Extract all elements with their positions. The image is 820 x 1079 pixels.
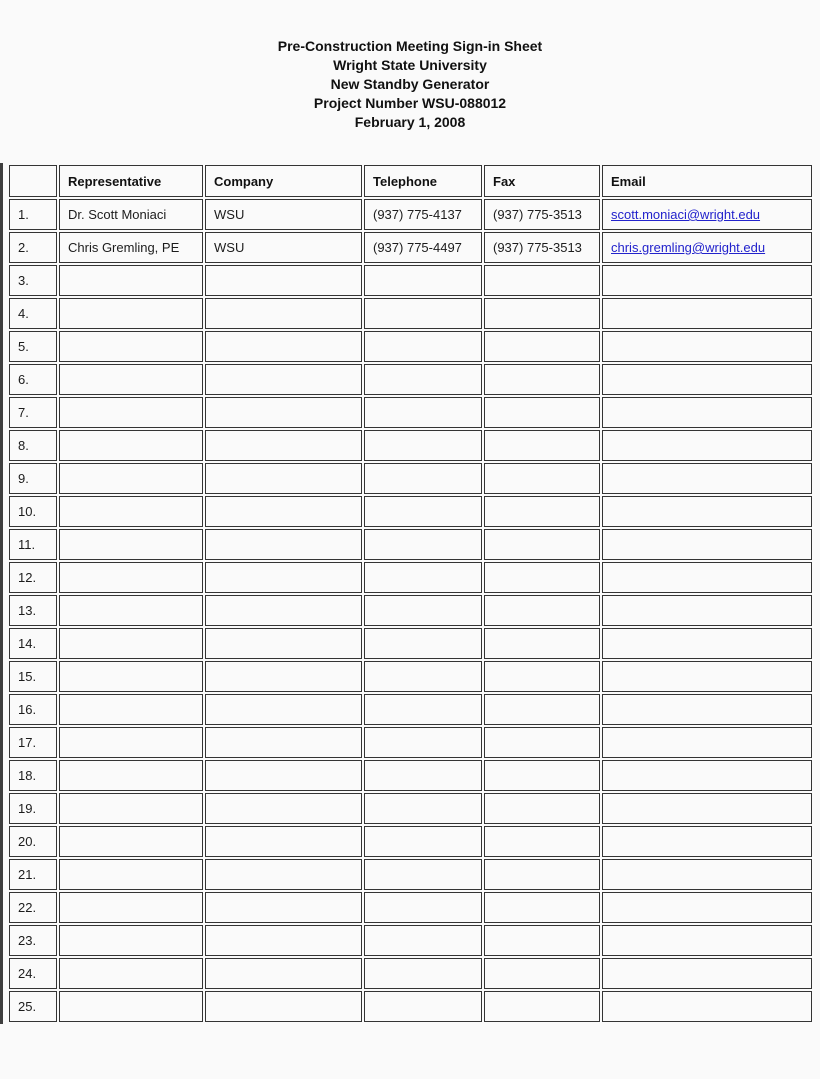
company-cell bbox=[205, 298, 362, 329]
email-cell bbox=[602, 694, 812, 725]
table-row bbox=[9, 463, 812, 494]
representative-cell bbox=[59, 661, 203, 692]
company-cell bbox=[205, 331, 362, 362]
email-cell bbox=[602, 397, 812, 428]
company-cell bbox=[205, 760, 362, 791]
company-cell bbox=[205, 265, 362, 296]
row-number-cell: 19. bbox=[9, 793, 57, 824]
row-number-cell: 4. bbox=[9, 298, 57, 329]
telephone-cell bbox=[364, 595, 482, 626]
email-cell bbox=[602, 331, 812, 362]
telephone-cell bbox=[364, 892, 482, 923]
company-cell: WSU bbox=[205, 199, 362, 230]
table-row bbox=[9, 562, 812, 593]
fax-cell bbox=[484, 628, 600, 659]
email-cell bbox=[602, 925, 812, 956]
email-cell bbox=[602, 661, 812, 692]
email-cell bbox=[602, 727, 812, 758]
representative-cell bbox=[59, 397, 203, 428]
company-cell bbox=[205, 364, 362, 395]
representative-cell bbox=[59, 331, 203, 362]
company-cell bbox=[205, 397, 362, 428]
row-number-cell: 10. bbox=[9, 496, 57, 527]
representative-cell bbox=[59, 364, 203, 395]
company-cell bbox=[205, 958, 362, 989]
fax-cell bbox=[484, 265, 600, 296]
fax-cell bbox=[484, 430, 600, 461]
representative-cell bbox=[59, 265, 203, 296]
row-number-cell: 12. bbox=[9, 562, 57, 593]
table-row bbox=[9, 925, 812, 956]
table-row bbox=[9, 991, 812, 1022]
representative-cell: Dr. Scott Moniaci bbox=[59, 199, 203, 230]
company-cell bbox=[205, 628, 362, 659]
row-number-cell: 16. bbox=[9, 694, 57, 725]
table-row bbox=[9, 529, 812, 560]
representative-cell bbox=[59, 826, 203, 857]
fax-cell: (937) 775-3513 bbox=[484, 232, 600, 263]
email-cell bbox=[602, 496, 812, 527]
fax-cell bbox=[484, 661, 600, 692]
column-header-fax: Fax bbox=[484, 165, 600, 197]
title-line-organization: Wright State University bbox=[333, 57, 487, 73]
telephone-cell bbox=[364, 562, 482, 593]
representative-cell bbox=[59, 892, 203, 923]
company-cell bbox=[205, 793, 362, 824]
email-cell bbox=[602, 760, 812, 791]
representative-cell bbox=[59, 628, 203, 659]
email-cell bbox=[602, 958, 812, 989]
row-number-cell: 24. bbox=[9, 958, 57, 989]
company-cell: WSU bbox=[205, 232, 362, 263]
fax-cell bbox=[484, 595, 600, 626]
telephone-cell: (937) 775-4137 bbox=[364, 199, 482, 230]
representative-cell bbox=[59, 727, 203, 758]
email-link[interactable]: chris.gremling@wright.edu bbox=[611, 240, 766, 255]
representative-cell bbox=[59, 793, 203, 824]
row-number-cell: 11. bbox=[9, 529, 57, 560]
company-cell bbox=[205, 859, 362, 890]
telephone-cell bbox=[364, 859, 482, 890]
table-row bbox=[9, 661, 812, 692]
title-line-project-number: Project Number WSU-088012 bbox=[313, 95, 507, 111]
fax-cell bbox=[484, 364, 600, 395]
fax-cell bbox=[484, 463, 600, 494]
company-cell bbox=[205, 430, 362, 461]
telephone-cell bbox=[364, 694, 482, 725]
representative-cell bbox=[59, 529, 203, 560]
fax-cell bbox=[484, 298, 600, 329]
row-number-cell: 14. bbox=[9, 628, 57, 659]
fax-cell bbox=[484, 958, 600, 989]
row-number-cell: 7. bbox=[9, 397, 57, 428]
company-cell bbox=[205, 694, 362, 725]
company-cell bbox=[205, 529, 362, 560]
fax-cell bbox=[484, 760, 600, 791]
fax-cell bbox=[484, 859, 600, 890]
email-cell bbox=[602, 364, 812, 395]
telephone-cell bbox=[364, 925, 482, 956]
email-cell bbox=[602, 430, 812, 461]
column-header-number bbox=[9, 165, 57, 197]
table-row bbox=[9, 760, 812, 791]
telephone-cell bbox=[364, 265, 482, 296]
fax-cell bbox=[484, 925, 600, 956]
row-number-cell: 18. bbox=[9, 760, 57, 791]
email-cell bbox=[602, 892, 812, 923]
representative-cell bbox=[59, 760, 203, 791]
telephone-cell bbox=[364, 298, 482, 329]
email-cell bbox=[602, 232, 812, 263]
fax-cell bbox=[484, 727, 600, 758]
title-line-date: February 1, 2008 bbox=[354, 114, 466, 130]
fax-cell bbox=[484, 694, 600, 725]
telephone-cell bbox=[364, 430, 482, 461]
row-number-cell: 20. bbox=[9, 826, 57, 857]
row-number-cell: 2. bbox=[9, 232, 57, 263]
representative-cell bbox=[59, 991, 203, 1022]
company-cell bbox=[205, 661, 362, 692]
row-number-cell: 22. bbox=[9, 892, 57, 923]
table-row bbox=[9, 859, 812, 890]
telephone-cell bbox=[364, 793, 482, 824]
column-header-representative: Representative bbox=[59, 165, 203, 197]
email-cell bbox=[602, 463, 812, 494]
table-row bbox=[9, 265, 812, 296]
email-cell bbox=[602, 991, 812, 1022]
table-row bbox=[9, 826, 812, 857]
email-cell bbox=[602, 859, 812, 890]
column-header-company: Company bbox=[205, 165, 362, 197]
email-cell bbox=[602, 298, 812, 329]
row-number-cell: 5. bbox=[9, 331, 57, 362]
table-row bbox=[9, 298, 812, 329]
fax-cell bbox=[484, 991, 600, 1022]
table-row bbox=[9, 331, 812, 362]
representative-cell bbox=[59, 496, 203, 527]
row-number-cell: 25. bbox=[9, 991, 57, 1022]
telephone-cell: (937) 775-4497 bbox=[364, 232, 482, 263]
row-number-cell: 3. bbox=[9, 265, 57, 296]
row-number-cell: 15. bbox=[9, 661, 57, 692]
telephone-cell bbox=[364, 958, 482, 989]
representative-cell bbox=[59, 595, 203, 626]
telephone-cell bbox=[364, 628, 482, 659]
representative-cell bbox=[59, 694, 203, 725]
table-row bbox=[9, 793, 812, 824]
email-cell bbox=[602, 199, 812, 230]
row-number-cell: 21. bbox=[9, 859, 57, 890]
telephone-cell bbox=[364, 529, 482, 560]
email-cell bbox=[602, 826, 812, 857]
fax-cell bbox=[484, 793, 600, 824]
row-number-cell: 23. bbox=[9, 925, 57, 956]
fax-cell bbox=[484, 331, 600, 362]
row-number-cell: 9. bbox=[9, 463, 57, 494]
column-header-telephone: Telephone bbox=[364, 165, 482, 197]
email-cell bbox=[602, 529, 812, 560]
row-number-cell: 8. bbox=[9, 430, 57, 461]
signin-table-wrapper bbox=[0, 163, 814, 1024]
email-cell bbox=[602, 595, 812, 626]
column-header-email: Email bbox=[602, 165, 812, 197]
table-row bbox=[9, 496, 812, 527]
header-row bbox=[9, 165, 812, 197]
row-number-cell: 13. bbox=[9, 595, 57, 626]
table-row bbox=[9, 397, 812, 428]
representative-cell bbox=[59, 298, 203, 329]
representative-cell bbox=[59, 859, 203, 890]
signin-table bbox=[7, 163, 814, 1024]
company-cell bbox=[205, 925, 362, 956]
table-row bbox=[9, 199, 812, 230]
telephone-cell bbox=[364, 760, 482, 791]
fax-cell bbox=[484, 496, 600, 527]
telephone-cell bbox=[364, 991, 482, 1022]
representative-cell: Chris Gremling, PE bbox=[59, 232, 203, 263]
email-cell bbox=[602, 628, 812, 659]
representative-cell bbox=[59, 925, 203, 956]
company-cell bbox=[205, 727, 362, 758]
row-number-cell: 1. bbox=[9, 199, 57, 230]
table-row bbox=[9, 694, 812, 725]
fax-cell: (937) 775-3513 bbox=[484, 199, 600, 230]
row-number-cell: 17. bbox=[9, 727, 57, 758]
fax-cell bbox=[484, 892, 600, 923]
table-row bbox=[9, 892, 812, 923]
company-cell bbox=[205, 496, 362, 527]
telephone-cell bbox=[364, 826, 482, 857]
telephone-cell bbox=[364, 397, 482, 428]
fax-cell bbox=[484, 562, 600, 593]
company-cell bbox=[205, 892, 362, 923]
table-row bbox=[9, 595, 812, 626]
company-cell bbox=[205, 562, 362, 593]
representative-cell bbox=[59, 562, 203, 593]
email-cell bbox=[602, 562, 812, 593]
title-line-sheet-name: Pre-Construction Meeting Sign-in Sheet bbox=[277, 38, 543, 54]
email-cell bbox=[602, 793, 812, 824]
table-row bbox=[9, 958, 812, 989]
row-number-cell: 6. bbox=[9, 364, 57, 395]
table-row bbox=[9, 727, 812, 758]
telephone-cell bbox=[364, 331, 482, 362]
table-row bbox=[9, 364, 812, 395]
representative-cell bbox=[59, 430, 203, 461]
fax-cell bbox=[484, 397, 600, 428]
table-row bbox=[9, 628, 812, 659]
telephone-cell bbox=[364, 496, 482, 527]
table-row bbox=[9, 232, 812, 263]
company-cell bbox=[205, 991, 362, 1022]
telephone-cell bbox=[364, 727, 482, 758]
representative-cell bbox=[59, 463, 203, 494]
document-header bbox=[0, 37, 820, 132]
fax-cell bbox=[484, 529, 600, 560]
table-row bbox=[9, 430, 812, 461]
fax-cell bbox=[484, 826, 600, 857]
telephone-cell bbox=[364, 364, 482, 395]
company-cell bbox=[205, 463, 362, 494]
company-cell bbox=[205, 826, 362, 857]
title-line-project-name: New Standby Generator bbox=[330, 76, 490, 92]
telephone-cell bbox=[364, 661, 482, 692]
email-link[interactable]: scott.moniaci@wright.edu bbox=[611, 207, 761, 222]
email-cell bbox=[602, 265, 812, 296]
representative-cell bbox=[59, 958, 203, 989]
telephone-cell bbox=[364, 463, 482, 494]
company-cell bbox=[205, 595, 362, 626]
